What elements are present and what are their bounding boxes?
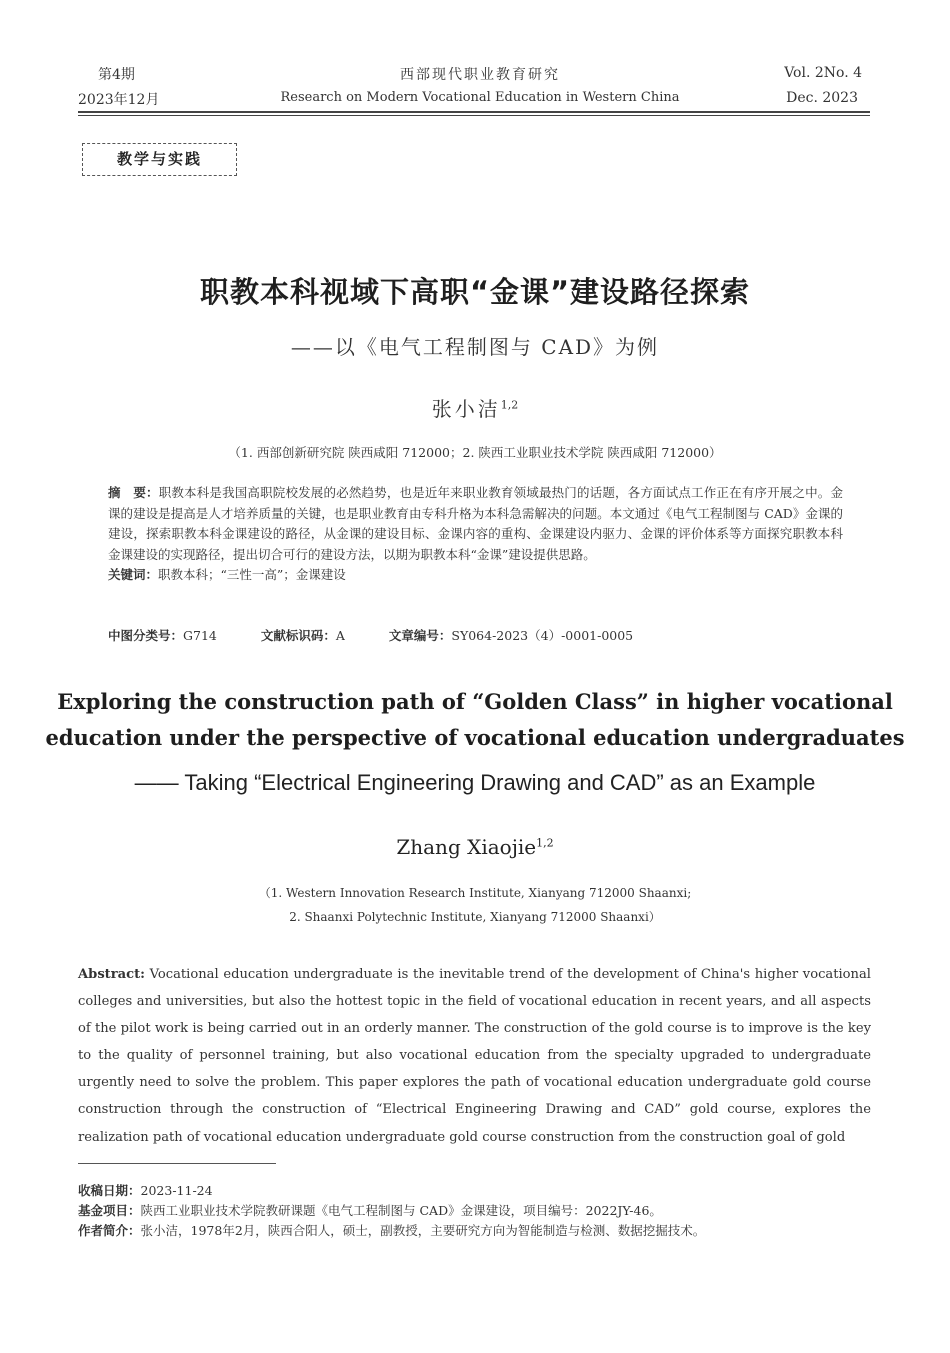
abstract-cn: [108, 483, 843, 586]
header-date: 2023年12月: [78, 92, 160, 108]
footnote-received: [78, 1181, 878, 1201]
paper-title-en-line1: Exploring the construction path of “Golden Class” in higher vocational: [57, 689, 893, 714]
paper-title-en: [0, 684, 950, 756]
header-journal-en: Research on Modern Vocational Education in Western China: [280, 90, 680, 105]
abstract-cn-label: 摘 要：: [108, 485, 159, 500]
fund-text: 陕西工业职业技术学院教研课题《电气工程制图与 CAD》金课建设，项目编号：2022JY-46。: [140, 1203, 662, 1218]
fund-label: 基金项目：: [78, 1203, 141, 1218]
header-date-en: Dec. 2023: [786, 90, 858, 106]
header-issue: 第4期: [98, 67, 135, 83]
classification-line: [108, 626, 843, 644]
affiliation-cn: （1. 西部创新研究院 陕西咸阳 712000；2. 陕西工业职业技术学院 陕西咸阳 712000）: [228, 445, 722, 460]
section-badge: 教学与实践: [82, 143, 237, 176]
paper-subtitle-en: —— Taking “Electrical Engineering Drawing and CAD” as an Example: [134, 770, 816, 795]
article-number-label: 文章编号：: [388, 628, 452, 643]
affiliation-en-line1: （1. Western Innovation Research Institute, Xianyang 712000 Shaanxi;: [258, 886, 692, 900]
paper-title-en-line2: education under the perspective of vocational education undergraduates: [45, 725, 905, 750]
clc-value: G714: [183, 628, 217, 643]
abstract-en-text: Vocational education undergraduate is the inevitable trend of the development of China's higher vocational colleges and universities, but also the hottest topic in the field of vocational education in recent years, and all aspects of the pilot work is being carried out in an orderly manner. The construction of the gold course is to improve is the key to the quality of personnel training, but also vocational education from the specialty upgraded to undergraduate urgently need to solve the problem. This paper explores the path of vocational education undergraduate gold course construction through the construction of “Electrical Engineering Drawing and CAD” gold course, explores the realization path of vocational education undergraduate gold course construction from the construction goal of gold: [78, 967, 871, 1145]
header-rule-thick: [78, 111, 870, 113]
keywords-cn-label: 关键词：: [108, 567, 159, 582]
article-number-value: SY064-2023（4）-0001-0005: [451, 628, 634, 643]
bio-text: 张小洁，1978年2月，陕西合阳人，硕士，副教授，主要研究方向为智能制造与检测、数据挖掘技术。: [140, 1223, 706, 1238]
author-name-en: Zhang Xiaojie: [396, 835, 537, 859]
author-cn: [0, 393, 950, 422]
header-rule-thin: [78, 115, 870, 116]
affiliation-en-line2: 2. Shaanxi Polytechnic Institute, Xianyang 712000 Shaanxi）: [289, 910, 661, 924]
footnote-rule: [78, 1163, 276, 1164]
clc-label: 中图分类号：: [108, 628, 184, 643]
header-volume: Vol. 2No. 4: [784, 65, 862, 81]
abstract-en: [78, 961, 871, 1151]
author-affil-marker: 1,2: [500, 398, 519, 412]
affiliation-en: [0, 881, 950, 929]
abstract-en-label: Abstract:: [78, 967, 145, 982]
received-label: 收稿日期：: [78, 1183, 141, 1198]
paper-subtitle-cn: ——以《电气工程制图与 CAD》为例: [290, 335, 660, 359]
doc-code-value: A: [335, 628, 345, 643]
paper-title-cn: 职教本科视域下高职“金课”建设路径探索: [199, 275, 751, 309]
footnote-bio: [78, 1221, 878, 1241]
footnotes: [78, 1181, 878, 1241]
author-en-affil-marker: 1,2: [536, 836, 554, 850]
abstract-cn-text: 职教本科是我国高职院校发展的必然趋势，也是近年来职业教育领域最热门的话题，各方面试点工作正在有序开展之中。金课的建设是提高是人才培养质量的关键，也是职业教育由专科升格为本科急需解决的问题。本文通过《电气工程制图与 CAD》金课的建设，探索职教本科金课建设的路径，从金课的建设目标、金课内容的重构、金课建设内驱力、金课的评价体系等方面探究职教本科金课建设的实现路径，提出切合可行的建设方法，以期为职教本科“金课”建设提供思路。: [108, 485, 843, 562]
bio-label: 作者简介：: [78, 1223, 141, 1238]
header-journal-cn: 西部现代职业教育研究: [400, 67, 560, 83]
author-en: [0, 835, 950, 859]
received-date: 2023-11-24: [140, 1183, 213, 1198]
footnote-fund: [78, 1201, 878, 1221]
doc-code-label: 文献标识码：: [260, 628, 336, 643]
author-name-cn: 张小洁: [431, 397, 501, 421]
keywords-cn-text: 职教本科；“三性一高”；金课建设: [158, 567, 346, 582]
